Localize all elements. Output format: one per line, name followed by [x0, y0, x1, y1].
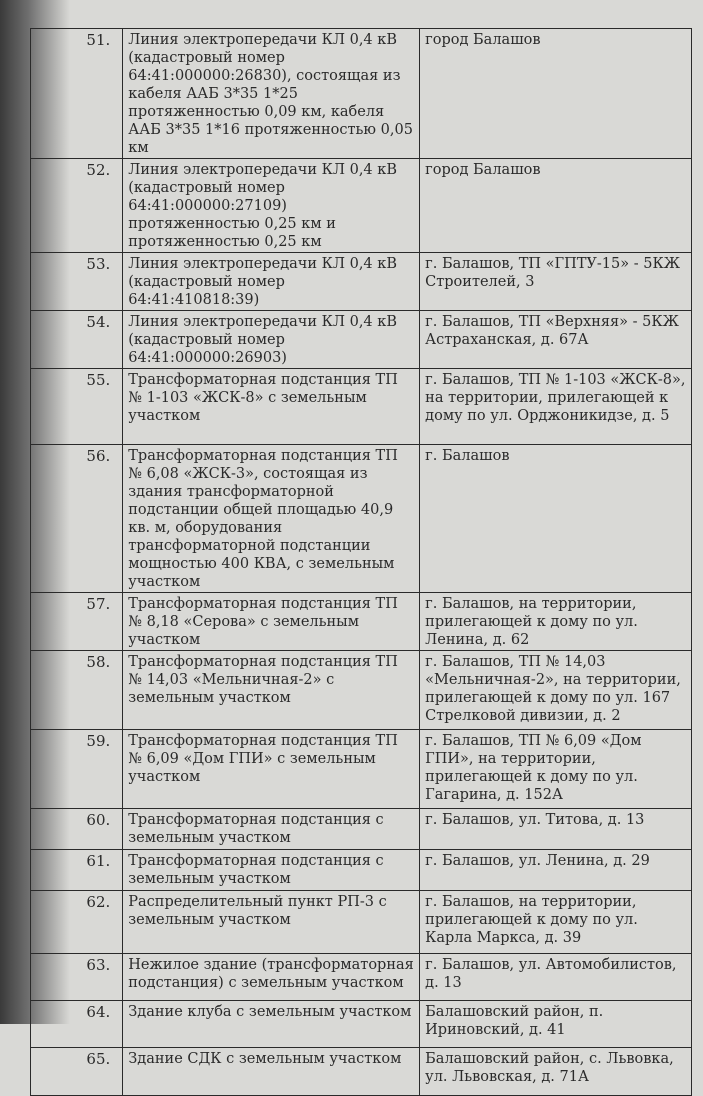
table-row — [31, 593, 692, 651]
row-number: 62. — [31, 891, 123, 954]
object-name: Линия электропередачи КЛ 0,4 кВ (кадастровый номер 64:41:000000:27109) протяженностью 0,25 км и протяженностью 0,25 км — [123, 159, 420, 253]
object-name: Здание СДК с земельным участком — [123, 1048, 420, 1096]
row-number: 53. — [31, 253, 123, 311]
row-number: 55. — [31, 369, 123, 445]
table-row — [31, 253, 692, 311]
object-name: Здание клуба с земельным участком — [123, 1001, 420, 1048]
row-number: 61. — [31, 850, 123, 891]
table-row — [31, 1001, 692, 1048]
object-name: Трансформаторная подстанция с земельным участком — [123, 809, 420, 850]
object-address: г. Балашов, ТП «Верхняя» - 5КЖ Астраханская, д. 67А — [420, 311, 692, 369]
object-name: Линия электропередачи КЛ 0,4 кВ (кадастровый номер 64:41:000000:26903) — [123, 311, 420, 369]
table-row — [31, 1048, 692, 1096]
table-row — [31, 369, 692, 445]
object-address: Балашовский район, с. Львовка, ул. Львовская, д. 71А — [420, 1048, 692, 1096]
object-address: г. Балашов, ТП № 14,03 «Мельничная-2», на территории, прилегающей к дому по ул. 167 Стрелковой дивизии, д. 2 — [420, 651, 692, 730]
object-name: Линия электропередачи КЛ 0,4 кВ (кадастровый номер 64:41:410818:39) — [123, 253, 420, 311]
object-address: г. Балашов, ул. Автомобилистов, д. 13 — [420, 954, 692, 1001]
row-number: 56. — [31, 445, 123, 593]
object-name: Трансформаторная подстанция ТП № 1-103 «ЖСК-8» с земельным участком — [123, 369, 420, 445]
object-name: Трансформаторная подстанция ТП № 6,09 «Дом ГПИ» с земельным участком — [123, 730, 420, 809]
object-address: г. Балашов, ТП «ГПТУ-15» - 5КЖ Строителей, 3 — [420, 253, 692, 311]
table-row — [31, 850, 692, 891]
row-number: 63. — [31, 954, 123, 1001]
row-number: 54. — [31, 311, 123, 369]
object-address: город Балашов — [420, 29, 692, 159]
object-address: г. Балашов, ТП № 1-103 «ЖСК-8», на территории, прилегающей к дому по ул. Орджоникидзе, д. 5 — [420, 369, 692, 445]
object-address: г. Балашов, ул. Титова, д. 13 — [420, 809, 692, 850]
document-page — [30, 28, 692, 1096]
object-name: Распределительный пункт РП-3 с земельным участком — [123, 891, 420, 954]
table-row — [31, 809, 692, 850]
table-row — [31, 29, 692, 159]
table-row — [31, 891, 692, 954]
row-number: 57. — [31, 593, 123, 651]
object-address: г. Балашов, ул. Ленина, д. 29 — [420, 850, 692, 891]
table-row — [31, 445, 692, 593]
object-name: Трансформаторная подстанция ТП № 8,18 «Серова» с земельным участком — [123, 593, 420, 651]
object-address: г. Балашов, на территории, прилегающей к дому по ул. Ленина, д. 62 — [420, 593, 692, 651]
object-address: Балашовский район, п. Ириновский, д. 41 — [420, 1001, 692, 1048]
object-name: Линия электропередачи КЛ 0,4 кВ (кадастровый номер 64:41:000000:26830), состоящая из кабеля ААБ 3*35 1*25 протяженностью 0,09 км, кабеля ААБ 3*35 1*16 протяженностью 0,05 км — [123, 29, 420, 159]
table-row — [31, 730, 692, 809]
object-name: Нежилое здание (трансформаторная подстанция) с земельным участком — [123, 954, 420, 1001]
row-number: 58. — [31, 651, 123, 730]
table-row — [31, 651, 692, 730]
object-name: Трансформаторная подстанция ТП № 14,03 «Мельничная-2» с земельным участком — [123, 651, 420, 730]
row-number: 60. — [31, 809, 123, 850]
object-address: г. Балашов — [420, 445, 692, 593]
object-name: Трансформаторная подстанция ТП № 6,08 «ЖСК-3», состоящая из здания трансформаторной подстанции общей площадью 40,9 кв. м, оборудования трансформаторной подстанции мощностью 400 КВА, с земельным участком — [123, 445, 420, 593]
table-row — [31, 311, 692, 369]
object-address: город Балашов — [420, 159, 692, 253]
object-name: Трансформаторная подстанция с земельным участком — [123, 850, 420, 891]
table-row — [31, 954, 692, 1001]
row-number: 65. — [31, 1048, 123, 1096]
row-number: 51. — [31, 29, 123, 159]
row-number: 52. — [31, 159, 123, 253]
row-number: 59. — [31, 730, 123, 809]
object-address: г. Балашов, ТП № 6,09 «Дом ГПИ», на территории, прилегающей к дому по ул. Гагарина, д. 152А — [420, 730, 692, 809]
table-row — [31, 159, 692, 253]
object-address: г. Балашов, на территории, прилегающей к дому по ул. Карла Маркса, д. 39 — [420, 891, 692, 954]
row-number: 64. — [31, 1001, 123, 1048]
property-table — [30, 28, 692, 1096]
